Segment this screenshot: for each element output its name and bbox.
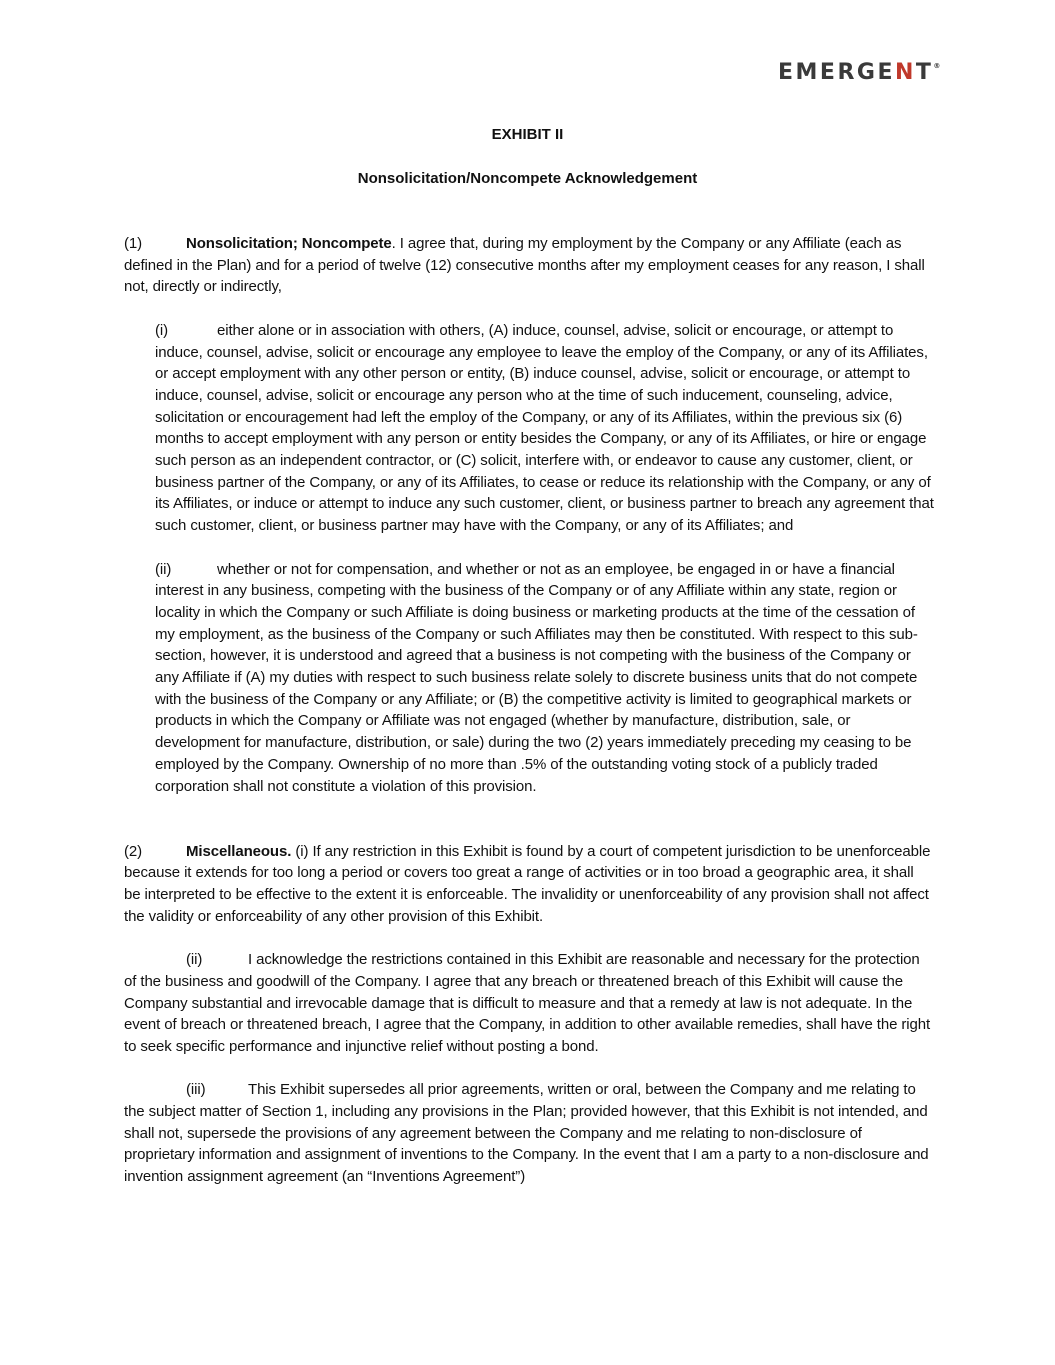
- section-2-intro: (i) If any restriction in this Exhibit is found by a court of competent jurisdiction to be unenforceable because it extends for too long a period or covers too great a range of activities or in too broad a geographic area, it shall be interpreted to be effective to the extent it is enforceable. The invalidity or unenforceability of any provision shall not affect the validity or enforceability of any other provision of this Exhibit.: [124, 842, 931, 925]
- exhibit-subtitle: Nonsolicitation/Noncompete Acknowledgement: [357, 170, 698, 187]
- item-text: either alone or in association with others, (A) induce, counsel, advise, solicit or encourage, or attempt to induce, counsel, advise, solicit or encourage any employee to leave the employ of the Company, or any of its Affiliates, or accept employment with any other person or entity, (B) induce counsel, advise, solicit or encourage, or attempt to induce, counsel, advise, solicit or encourage any person who at the time of such inducement, counseling, advice, solicitation or encouragement had left the employ of the Company, or any of its Affiliates, within the previous six (6) months to accept employment with any person or entity besides the Company, or any of its Affiliates, or hire or engage such person as an independent contractor, or (C) solicit, interfere with, or endeavor to cause any customer, client, or business partner of the Company, or any of its Affiliates, to cease or reduce its relationship with the Company, or any of its Affiliates, or induce or attempt to induce any such customer, client, or business partner to breach any agreement that such customer, client, or business partner may have with the Company, or any of its Affiliates; and: [155, 321, 934, 535]
- section-2-item-ii: [124, 949, 934, 1058]
- document-body: [124, 233, 934, 1188]
- item-number: (i): [155, 321, 169, 339]
- section-2-heading: Miscellaneous.: [186, 842, 292, 860]
- section-1-intro: . I agree that, during my employment by the Company or any Affiliate (each as defined in the Plan) and for a period of twelve (12) consecutive months after my employment ceases for any reason, I shall not, directly or indirectly,: [124, 235, 925, 296]
- emergent-logo: [778, 60, 940, 85]
- section-2-paragraph: [124, 841, 934, 928]
- section-2-number: (2): [124, 842, 143, 860]
- section-1-number: (1): [124, 235, 143, 252]
- item-number: (ii): [155, 560, 172, 578]
- logo-accent-letter: N: [894, 60, 916, 85]
- section-1-item-i: [155, 320, 934, 537]
- item-number: (ii): [186, 951, 203, 969]
- item-text: This Exhibit supersedes all prior agreements, written or oral, between the Company and me relating to the subject matter of Section 1, including any provisions in the Plan; provided however, that this Exhibit is not intended, and shall not, supersede the provisions of any agreement between the Company and me relating to non-disclosure of proprietary information and assignment of inventions to the Company. In the event that I am a party to a non-disclosure and invention assignment agreement (an “Inventions Agreement”): [124, 1081, 929, 1186]
- section-2-item-iii: [124, 1079, 934, 1188]
- section-1-heading: Nonsolicitation; Noncompete: [186, 235, 392, 252]
- section-1-paragraph: [124, 233, 934, 298]
- section-1-item-ii: [155, 559, 934, 798]
- item-number: (iii): [186, 1081, 206, 1099]
- exhibit-title: EXHIBIT II: [491, 126, 564, 143]
- item-text: I acknowledge the restrictions contained in this Exhibit are reasonable and necessary for the protection of the business and goodwill of the Company. I agree that any breach or threatened breach of this Exhibit will cause the Company substantial and irrevocable damage that is difficult to measure and that a remedy at law is not adequate. In the event of breach or threatened breach, I agree that the Company, in addition to other available remedies, shall have the right to seek specific performance and injunctive relief without posting a bond.: [124, 951, 931, 1055]
- logo-trademark: ®: [933, 62, 941, 70]
- logo-text-part1: EMERGE: [778, 60, 895, 85]
- item-text: whether or not for compensation, and whether or not as an employee, be engaged in or have a financial interest in any business, competing with the business of the Company or of any Affiliate within any state, region or locality in which the Company or such Affiliate is doing business or marketing products at the time of the cessation of my employment, as the business of the Company or such Affiliates may then be constituted. With respect to this sub-section, however, it is understood and agreed that a business is not competing with the business of the Company or any Affiliate if (A) my duties with respect to such business relate solely to discrete business units that do not compete with the business of the Company or any Affiliate; or (B) the competitive activity is limited to geographical markets or products in which the Company or Affiliate was not engaged (whether by manufacture, distribution, sale, or development for manufacture, distribution, or sale) during the two (2) years immediately preceding my ceasing to be employed by the Company. Ownership of no more than .5% of the outstanding voting stock of a publicly traded corporation shall not constitute a violation of this provision.: [155, 560, 918, 795]
- logo-text-part3: T: [915, 60, 934, 85]
